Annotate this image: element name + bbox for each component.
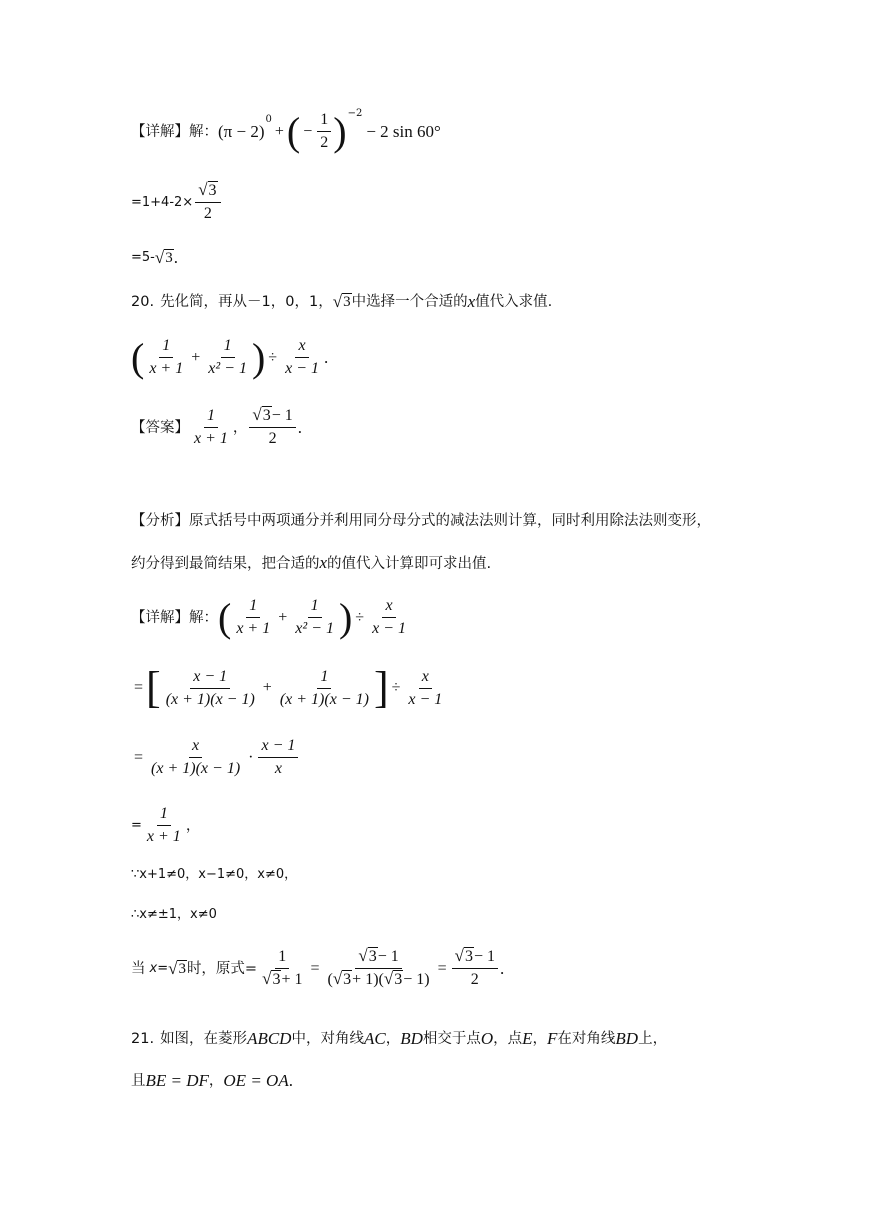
sub-frac-3: √ 3 − 1 2 — [452, 947, 498, 990]
paren-right: ) — [333, 108, 347, 154]
q20-number: 20. — [131, 294, 155, 310]
sub-frac-2: √ 3 − 1 ( √ 3 + 1)( √ 3 − 1) — [327, 946, 430, 988]
prev-step2: =5- √ 3 . — [131, 248, 178, 267]
expr-a: (π − 2) — [218, 121, 265, 141]
q20-step-2: = $\frac{x}{(x + 1)(x - 1)}$ · $\frac{x - 1}{x}$ — [131, 736, 300, 779]
step1-prefix: =1+4-2× — [131, 194, 194, 210]
answer-label: 【答案】 — [131, 419, 189, 436]
detail-label: 【详解】 — [131, 609, 189, 626]
sqrt3: √ 3 — [154, 248, 173, 267]
q20-prompt: 20. 先化简，再从－1，0，1， √ 3 中选择一个合适的 x 值代入求值. — [131, 292, 553, 311]
minus-sign: − — [303, 122, 313, 140]
q20-answer: 【答案】 $\frac{1}{x + 1}$ ， √ 3 − 1 2 . — [131, 405, 303, 447]
frac-x-over-x-minus-1: $\frac{x}{x - 1}$ — [285, 337, 319, 377]
paren-left: ( — [286, 108, 301, 154]
condition-because: ∵x+1≠0，x−1≠0，x≠0， — [131, 867, 298, 882]
analysis-label: 【分析】 — [131, 513, 189, 529]
q20-expression: ( $\frac{1}{x + 1}$ + $\frac{1}{\text{x² − 1}}$ ) ÷ $\frac{x}{x - 1}$ . — [131, 334, 329, 380]
exp-minus-two: −2 — [347, 107, 363, 119]
sub-frac-1: 1 √ 3 + 1 — [262, 948, 303, 988]
answer-frac-2: √ 3 − 1 2 — [249, 406, 295, 449]
jie-label: 解： — [189, 123, 218, 140]
sin-term: − 2 sin 60° — [366, 121, 441, 141]
detail-label: 【详解】 — [131, 123, 189, 140]
q21-line-1: 21. 如图，在菱形 ABCD 中，对角线 AC ， BD 相交于点 O ，点 E ， F 在对角线 BD 上， — [131, 1029, 668, 1048]
q20-substitution: 当 x= √ 3 时，原式= 1 √ 3 + 1 = √ 3 − 1 ( √ 3 + 1)( √ 3 − 1) = √ 3 − 1 2 . — [131, 946, 505, 988]
sqrt3-over-2: √ 3 2 — [195, 181, 220, 224]
expr-a-sup: 0 — [265, 113, 272, 125]
prev-detail-line — [131, 107, 441, 154]
step2-prefix: =5- — [131, 250, 155, 265]
answer-frac-1: $\frac{1}{x + 1}$ — [194, 407, 228, 447]
half-fraction: $\frac{1}{2}$ — [317, 110, 331, 153]
frac-1-over-x2-minus-1: $\frac{1}{\text{x² − 1}}$ — [208, 337, 247, 377]
analysis-line-1: 【分析】原式括号中两项通分并利用同分母分式的减法法则计算，同时利用除法法则变形， — [131, 513, 711, 529]
condition-therefore: ∴x≠±1，x≠0 — [131, 907, 217, 922]
q21-number: 21. — [131, 1031, 155, 1047]
q20-detail-line: 【详解】 解： ( $\frac{1}{x + 1}$ + $\frac{1}{\text{x² − 1}}$ ) ÷ $\frac{x}{x - 1}$ — [131, 594, 406, 640]
analysis-line-2: 约分得到最简结果，把合适的x的值代入计算即可求出值. — [131, 553, 492, 572]
q20-step-3: = $\frac{1}{x + 1}$ ， — [131, 805, 201, 845]
q20-step-1: = [ $\frac{x - 1}{(x + 1)(x - 1)}$ + $\frac{1}{(x + 1)(x - 1)}$ ] ÷ $\frac{x}{x - 1}$ — [134, 663, 443, 712]
sqrt3: √ 3 — [332, 292, 351, 311]
frac-1-over-x-plus-1: $\frac{1}{x + 1}$ — [149, 337, 184, 377]
q21-line-2: 且 BE = DF ， OE = OA . — [131, 1071, 293, 1090]
plus-sign: + — [274, 122, 284, 140]
prev-step1 — [131, 181, 223, 224]
